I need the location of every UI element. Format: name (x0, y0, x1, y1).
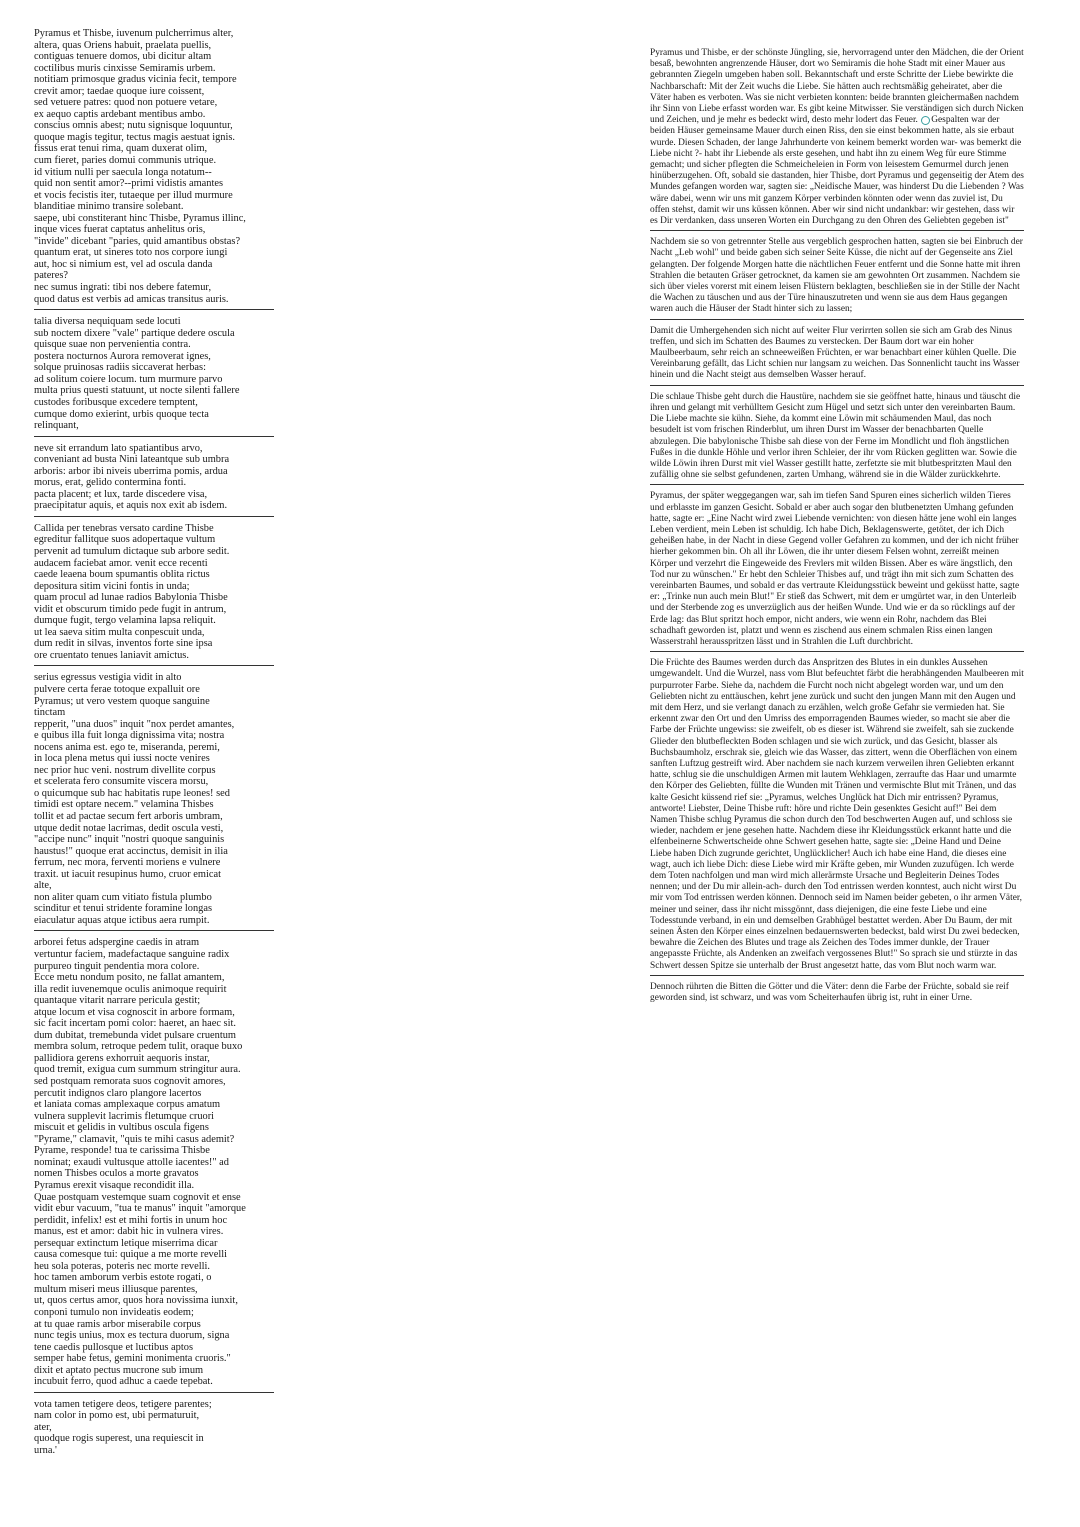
latin-stanza-6: arborei fetus adspergine caedis in atram vertuntur faciem, madefactaque sanguine radix purpureo tinguit pendentia mora colore. Ecce metu nondum posito, ne fallat amantem, illa redit iuvenemque oculis animoque requirit quantaque vitarit narrare pericula gestit; atque locum et visa cognoscit in arbore formam, sic facit incertam pomi color: haeret, an haec sit. dum dubitat, tremebunda videt pulsare cruentum membra solum, retroque pedem tulit, oraque buxo pallidiora gerens exhorruit aequoris instar, quod tremit, exigua cum summum stringitur aura. sed postquam remorata suos cognovit amores, percutit indignos claro plangore lacertos et laniata comas amplexaque corpus amatum vulnera supplevit lacrimis fletumque cruori miscuit et gelidis in vultibus oscula figens "Pyrame," clamavit, "quis te mihi casus ademit? Pyrame, responde! tua te carissima Thisbe nominat; exaudi vultusque attolle iacentes!" ad nomen Thisbes oculos a morte gravatos Pyramus erexit visaque recondidit illa. Quae postquam vestemque suam cognovit et ense vidit ebur vacuum, "tua te manus" inquit "amorque perdidit, infelix! est et mihi fortis in unum hoc manus, est et amor: dabit hic in vulnera vires. persequar extinctum letique miserrima dicar causa comesque tui: quique a me morte revelli heu sola poteras, poteris nec morte revelli. hoc tamen amborum verbis estote rogati, o multum miseri meus illiusque parentes, ut, quos certus amor, quos hora novissima iunxit, conponi tumulo non invideatis eodem; at tu quae ramis arbor miserabile corpus nunc tegis unius, mox es tectura duorum, signa tene caedis pullosque et luctibus aptos semper habe fetus, gemini monimenta cruoris." dixit et aptato pectus mucrone sub imum incubuit ferro, quod adhuc a caede tepebat. (34, 937, 274, 1392)
latin-text-column (34, 28, 274, 1461)
latin-stanza-5: serius egressus vestigia vidit in alto pulvere certa ferae totoque expalluit ore Pyramus; ut vero vestem quoque sanguine tinctam repperit, "una duos" inquit "nox perdet amantes, e quibus illa fuit longa dignissima vita; nostra nocens anima est. ego te, miseranda, peremi, in loca plena metus qui iussi nocte venires nec prior huc veni. nostrum divellite corpus et scelerata fero consumite viscera morsu, o quicumque sub hac habitatis rupe leones! sed timidi est optare necem." velamina Thisbes tollit et ad pactae secum fert arboris umbram, utque dedit notae lacrimas, dedit oscula vesti, "accipe nunc" inquit "nostri quoque sanguinis haustus!" quoque erat accinctus, demisit in ilia ferrum, nec mora, ferventi moriens e vulnere traxit. ut iacuit resupinus humo, cruor emicat alte, non aliter quam cum vitiato fistula plumbo scinditur et tenui stridente foramine longas eiaculatur aquas atque ictibus aera rumpit. (34, 672, 274, 931)
german-paragraph-2: Nachdem sie so von getrennter Stelle aus vergeblich gesprochen hatten, sagten sie bei Einbruch der Nacht „Leb wohl" und beide gaben sich seiner Seite Küsse, die nicht auf der Gegenseite ans Ziel gelangten. Der folgende Morgen hatte die nächtlichen Feuer entfernt und die Sonne hatte mit ihren Strahlen die betauten Gräser getrocknet, da kamen sie am gewohnten Ort zusammen. Nachdem sie sich über vieles vorerst mit einem leisen Flüstern beklagten, beschließen sie in der Stille der Nacht die Wachen zu täuschen und aus der Türe hinauszutreten und wenn sie aus dem Haus gegangen waren auch die Häuser der Stadt hinter sich zu lassen; (650, 237, 1024, 319)
german-paragraph-1-part-b: Gespalten war der beiden Häuser gemeinsame Mauer durch einen Riss, den sie einst bekommen hatte, als sie erbaut wurde. Diesen Schaden, der lange Jahrhunderte von keinem bemerkt worden war- was bemerkt die Liebe nicht ?- habt ihr Liebende als erste gesehen, und habt ihn zu einem Weg für eure Stimme gemacht; und sicher pflegten die Schmeicheleien in Form von leisestem Gemurmel durch jenen hinüberzugehen. Oft, sobald sie dastanden, hier Thisbe, dort Pyramus und gegenseitig der Atem des Mundes gefangen worden war, sagten sie: „Neidische Mauer, was hinderst Du die Liebenden ? Was wäre dabei, wenn wir uns mit ganzem Körper verbinden könnten oder wenn das zuviel ist, Du offen stehst, damit wir uns küssen können. Aber wir sind nicht undankbar: wir gestehen, dass wir es Dir verdanken, dass unseren Worten ein Durchgang zu den Ohren des Geliebten gegeben ist" (650, 115, 1024, 227)
german-paragraph-1 (650, 48, 1024, 231)
german-translation-column (650, 48, 1024, 1007)
latin-stanza-1: Pyramus et Thisbe, iuvenum pulcherrimus alter, altera, quas Oriens habuit, praelata puellis, contiguas tenuere domos, ubi dicitur altam coctilibus muris cinxisse Semiramis urbem. notitiam primosque gradus vicinia fecit, tempore crevit amor; taedae quoque iure coissent, sed vetuere patres: quod non potuere vetare, ex aequo captis ardebant mentibus ambo. conscius omnis abest; nutu signisque loquuntur, quoque magis tegitur, tectus magis aestuat ignis. fissus erat tenui rima, quam duxerat olim, cum fieret, paries domui communis utrique. id vitium nulli per saecula longa notatum-- quid non sentit amor?--primi vidistis amantes et vocis fecistis iter, tutaeque per illud murmure blanditiae minimo transire solebant. saepe, ubi constiterant hinc Thisbe, Pyramus illinc, inque vices fuerat captatus anhelitus oris, "invide" dicebant "paries, quid amantibus obstas? quantum erat, ut sineres toto nos corpore iungi aut, hoc si nimium est, vel ad oscula danda pateres? nec sumus ingrati: tibi nos debere fatemur, quod datus est verbis ad amicas transitus auris. (34, 28, 274, 310)
german-paragraph-4: Die schlaue Thisbe geht durch die Haustüre, nachdem sie sie geöffnet hatte, hinaus und täuscht die ihren und gelangt mit verhülltem Gesicht zum Hügel und setzt sich unter den vereinbarten Baum. Die Liebe machte sie kühn. Siehe, da kommt eine Löwin mit schäumenden Maul, das noch besudelt ist vom frischen Rinderblut, um ihren Durst im Wasser der benachbarten Quelle abzulegen. Die babylonische Thisbe sah diese von der Ferne im Mondlicht und floh ängstlichen Fußes in die dunkle Höhle und verlor ihren Schleier, der ihr vom Rücken geglitten war. Sowie die wilde Löwin ihren Durst mit viel Wasser gestillt hatte, zerfetzte sie mit blutbespritzten Maul den zufällig ohne sie selbst gefundenen, zarten Umhang, während sie in die Wälder zurückkehrte. (650, 392, 1024, 486)
latin-stanza-2: talia diversa nequiquam sede locuti sub noctem dixere "vale" partique dedere oscula quisque suae non pervenientia contra. postera nocturnos Aurora removerat ignes, solque pruinosas radiis siccaverat herbas: ad solitum coiere locum. tum murmure parvo multa prius questi statuunt, ut nocte silenti fallere custodes foribusque excedere temptent, cumque domo exierint, urbis quoque tecta relinquant, (34, 316, 274, 436)
latin-stanza-7: vota tamen tetigere deos, tetigere parentes; nam color in pomo est, ubi permaturuit, ater, quodque rogis superest, una requiescit in urna.' (34, 1398, 212, 1456)
text-cursor-icon (921, 116, 930, 125)
german-paragraph-1-part-a: Pyramus und Thisbe, er der schönste Jüngling, sie, hervorragend unter den Mädchen, die der Orient besaß, bewohnten angrenzende Häuser, dort wo Semiramis die hohe Stadt mit einer Mauer aus gebrannten Ziegeln umgeben haben soll. Bekanntschaft und erste Schritte der Liebe bewirkte die Nachbarschaft: Mit der Zeit wuchs die Liebe. Sie hätten auch rechtsmäßig geheiratet, aber die Väter haben es verboten. Was sie nicht verbieten konnten: beide brannten gleichermaßen nachdem ihr Sinn von Liebe erfasst worden war. Es gibt keine Mitwisser. Sie verständigen sich durch Nicken und Zeichen, und je mehr es bedeckt wird, desto mehr lodert das Feuer. (650, 48, 1024, 126)
german-paragraph-3: Damit die Umhergehenden sich nicht auf weiter Flur verirrten sollen sie sich am Grab des Ninus treffen, und sich im Schatten des Baumes zu verstecken. Der Baum dort war ein hoher Maulbeerbaum, sehr reich an schneeweißen Früchten, er war benachbart einer kühlen Quelle. Die Vereinbarung gefällt, das Licht schien nur langsam zu weichen. Das Sonnenlicht taucht ins Wasser hinein und die Nacht steigt aus demselben Wasser herauf. (650, 326, 1024, 386)
german-paragraph-6: Die Früchte des Baumes werden durch das Anspritzen des Blutes in ein dunkles Aussehen umgewandelt. Und die Wurzel, nass vom Blut befeuchtet färbt die herabhängenden Maulbeeren mit purpurroter Farbe. Siehe da, nachdem die Furcht noch nicht abgelegt worden war, und um den Geliebten nicht zu enttäuschen, kehrt jene zurück und sucht den jungen Mann mit den Augen und mit dem Herz, und sie verlangt danach zu erzählen, welch große Gefahr sie vermieden hat. Sie erkennt zwar den Ort und den Umriss des emporragenden Baumes wieder, so macht sie aber die Farbe der Früchte ungewiss: sie zweifelt, ob es dieser ist. Während sie zweifelt, sah sie zuckende Glieder den blutbefleckten Boden schlagen und sie wich zurück, und das Gesicht, blasser als Buchsbaumholz, erschrak sie, gleich wie das Wasser, das zittert, wenn die Oberflächen von einem sanften Luftzug gestreift wird. Aber nachdem sie nach kurzem verweilen ihren Geliebten erkannt hatte, schlug sie die unschuldigen Armen mit lautem Wehklagen, zerraufte das Haar und umarmte den Körper des Geliebten, füllte die Wunden mit Tränen und vermischte Blut mit Tränen, und das kalte Gesicht küssend rief sie: „Pyramus, welches Unglück hat Dich mir entrissen? Pyramus, antworte! Liebster, Deine Thisbe ruft: höre und richte Dein gesenktes Gesicht auf!" Bei dem Namen Thisbe schlug Pyramus die schon durch den Tod beschwerten Augen auf, und schloss sie wieder, nachdem er jene gesehen hatte. Nachdem diese ihr Kleidungsstück erkannt hatte und die elfenbeinerne Schwertscheide ohne Schwert gesehen hatte, sagte sie: „Deine Hand und Deine Liebe haben Dich zugrunde gerichtet, Unglücklicher! Auch ich habe eine Hand, die dieses eine wagt, auch ich liebe Dich: diese Liebe wird mir Kräfte geben, mir Wunden zuzufügen. Ich werde dem Toten nachfolgen und man wird mich allerärmste Ursache und Begleiterin Deines Todes nennen; und der Du mir allein-ach- durch den Tod entrissen werden konntest, auch nicht wirst Du mir vom Tod entrissen werden können. Dennoch seid im Namen beider gebeten, o ihr armen Väter, meiner und seiner, dass ihr nicht missgönnt, dass diejenigen, die eine feste Liebe und eine Todesstunde verband, in ein und demselben Grabhügel bestattet werden. Aber Du Baum, der mit seinen Ästen den Körper eines einzelnen bedauernswerten bedeckst, bald wirst Du zwei bedecken, bewahre die Zeichen des Blutes und trage als Zeichen des Todes immer dunkle, der Trauer angepasste Früchte, als Andenken an zweifach vergossenes Blut!" So sprach sie und stürzte in das Schwert dessen Spitze sie unterhalb der Brust angesetzt hatte, das vom Blut noch warm war. (650, 658, 1024, 976)
latin-stanza-4: Callida per tenebras versato cardine Thisbe egreditur fallitque suos adopertaque vultum pervenit ad tumulum dictaque sub arbore sedit. audacem faciebat amor. venit ecce recenti caede leaena boum spumantis oblita rictus depositura sitim vicini fontis in unda; quam procul ad lunae radios Babylonia Thisbe vidit et obscurum timido pede fugit in antrum, dumque fugit, tergo velamina lapsa reliquit. ut lea saeva sitim multa conpescuit unda, dum redit in silvas, inventos forte sine ipsa ore cruentato tenues laniavit amictus. (34, 523, 274, 667)
german-paragraph-5: Pyramus, der später weggegangen war, sah im tiefen Sand Spuren eines sicherlich wilden Tieres und erblasste im ganzen Gesicht. Sobald er aber auch sogar den blutbenetzten Umhang gefunden hatte, sagte er: „Eine Nacht wird zwei Liebende vernichten: von diesen hätte jene wohl ein langes Leben verdient, mein Leben ist schuldig. Ich habe Dich, Beklagenswerte, getötet, der ich Dich geheißen habe, in der Nacht in diese Gegend voller Gefahren zu kommen, und der ich nicht früher hierher gekommen bin. Oh all ihr Löwen, die ihr unter diesem Felsen wohnt, zerreißt meinen Körper und verzehrt die Eingeweide des Frevlers mit wilden Bissen. Aber es wäre ängstlich, den Tod nur zu wünschen." Er hebt den Schleier Thisbes auf, und trägt ihn mit sich zum Schatten des vereinbarten Baumes, und sobald er das vertraute Kleidungsstück beweint und geküsst hatte, sagte er: „Trinke nun auch mein Blut!" Er stieß das Schwert, mit dem er umgürtet war, in den Unterleib und der Sterbende zog es unverzüglich aus der heißen Wunde. Und wie er da so rücklings auf der Erde lag: das Blut spritzt hoch empor, nicht anders, wie wenn ein Rohr, nachdem das Blei schadhaft geworden ist, platzt und wenn es zischend aus einem schmalen Riss einen langen Wasserstrahl herausspritzen lässt und in Strahlen die Luft durchbricht. (650, 491, 1024, 652)
german-paragraph-7: Dennoch rührten die Bitten die Götter und die Väter: denn die Farbe der Früchte, sobald sie reif geworden sind, ist schwarz, und was vom Scheiterhaufen übrig ist, ruht in einer Urne. (650, 981, 1009, 1004)
latin-stanza-3: neve sit errandum lato spatiantibus arvo, conveniant ad busta Nini lateantque sub umbra arboris: arbor ibi niveis uberrima pomis, ardua morus, erat, gelido contermina fonti. pacta placent; et lux, tarde discedere visa, praecipitatur aquis, et aquis nox exit ab isdem. (34, 443, 274, 517)
